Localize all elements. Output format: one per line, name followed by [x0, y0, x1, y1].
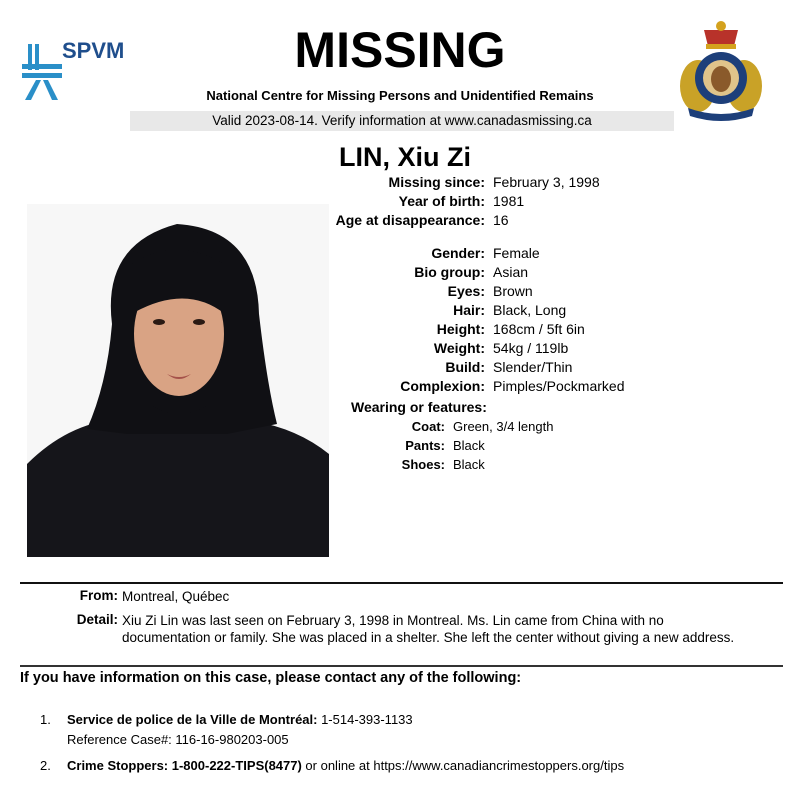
field-hair — [330, 301, 670, 320]
divider — [20, 582, 783, 584]
contact-phone: 1-514-393-1133 — [317, 712, 413, 727]
field-label: Coat: — [411, 419, 445, 434]
contact-org: Crime Stoppers: 1-800-222-TIPS(8477) — [67, 758, 302, 773]
contact-item-crime-stoppers — [40, 756, 624, 776]
contact-heading: If you have information on this case, please contact any of the following: — [20, 670, 522, 686]
portrait-photo — [27, 204, 329, 557]
field-value: Black, Long — [493, 302, 567, 318]
list-number: 1. — [40, 712, 51, 727]
field-pants — [330, 436, 670, 455]
field-age — [330, 211, 670, 230]
field-value: 168cm / 5ft 6in — [493, 321, 585, 337]
detail-row — [0, 612, 800, 646]
rcmp-crest — [676, 16, 766, 122]
field-bio-group — [330, 263, 670, 282]
field-label: Year of birth: — [398, 193, 485, 209]
field-value: Slender/Thin — [493, 359, 573, 375]
field-shoes — [330, 455, 670, 474]
divider — [20, 665, 783, 667]
field-value: Brown — [493, 283, 533, 299]
field-value: Pimples/Pockmarked — [493, 378, 625, 394]
person-name: LIN, Xiu Zi — [339, 142, 471, 172]
field-value: Asian — [493, 264, 529, 280]
field-height — [330, 320, 670, 339]
field-coat — [330, 417, 670, 436]
field-label: Bio group: — [414, 264, 485, 280]
person-fields — [330, 173, 670, 474]
page-subtitle: National Centre for Missing Persons and Unidentified Remains — [206, 88, 594, 103]
valid-notice: Valid 2023-08-14. Verify information at www.canadasmissing.ca — [130, 111, 674, 131]
reference-case: Reference Case#: 116-16-980203-005 — [67, 732, 289, 747]
contact-link[interactable]: or online at https://www.canadiancrimestoppers.org/tips — [301, 758, 625, 773]
detail-label: Detail: — [76, 612, 118, 627]
field-gender — [330, 244, 670, 263]
field-missing-since — [330, 173, 670, 192]
field-build — [330, 358, 670, 377]
field-label: Build: — [445, 359, 485, 375]
detail-value: Xiu Zi Lin was last seen on February 3, 1998 in Montreal. Ms. Lin came from China with no documentation or family. She was placed in a shelter. She left the center without giving a new address. — [122, 613, 735, 645]
field-label: Eyes: — [447, 283, 485, 299]
field-value: 1981 — [493, 193, 525, 209]
field-eyes — [330, 282, 670, 301]
field-value: February 3, 1998 — [493, 174, 600, 190]
rcmp-crest-icon — [676, 16, 766, 122]
details-section — [0, 588, 800, 646]
spvm-logo-text: SPVM — [62, 38, 125, 63]
from-value: Montreal, Québec — [122, 589, 230, 604]
list-number: 2. — [40, 758, 51, 773]
field-label: Pants: — [405, 438, 445, 453]
field-label: Hair: — [453, 302, 485, 318]
field-label: Age at disappearance: — [335, 212, 485, 228]
field-label: Gender: — [431, 245, 485, 261]
field-year-of-birth — [330, 192, 670, 211]
wearing-heading: Wearing or features: — [351, 399, 487, 415]
field-label: Shoes: — [401, 457, 445, 472]
field-label: Height: — [436, 321, 485, 337]
field-value: 54kg / 119lb — [493, 340, 569, 356]
contact-list — [40, 710, 624, 776]
field-complexion — [330, 377, 670, 396]
field-value: Black — [453, 438, 485, 453]
field-value: Black — [453, 457, 485, 472]
contact-org: Service de police de la Ville de Montréal: — [67, 712, 318, 727]
field-weight — [330, 339, 670, 358]
from-label: From: — [79, 588, 118, 603]
field-value: 16 — [493, 212, 509, 228]
field-value: Female — [493, 245, 540, 261]
contact-item-spvm — [40, 710, 624, 750]
from-row — [0, 588, 800, 605]
field-label: Complexion: — [400, 378, 485, 394]
field-label: Missing since: — [388, 174, 485, 190]
page-title: MISSING — [294, 22, 506, 78]
field-label: Weight: — [433, 340, 485, 356]
field-value: Green, 3/4 length — [453, 419, 554, 434]
